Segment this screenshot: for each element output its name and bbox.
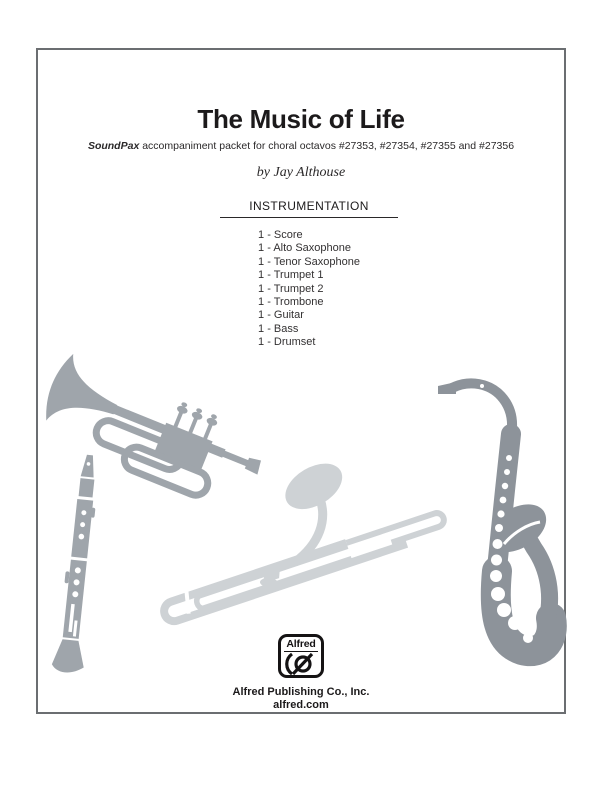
alfred-logomark-icon	[282, 652, 320, 676]
list-item: 1 - Alto Saxophone	[258, 242, 351, 255]
alfred-logo-text: Alfred	[284, 639, 318, 652]
publisher-footer	[38, 634, 564, 712]
list-item: 1 - Score	[258, 229, 303, 241]
cover-content	[38, 50, 564, 350]
trumpet-illustration	[38, 351, 274, 515]
list-item: 1 - Trumpet 2	[258, 282, 324, 295]
list-item: 1 - Guitar	[258, 309, 304, 322]
list-item: 1 - Drumset	[258, 336, 316, 349]
list-item: 1 - Trumpet 1	[258, 269, 324, 282]
page-title: The Music of Life	[197, 104, 405, 134]
instrumentation-section	[46, 197, 572, 350]
list-item: 1 - Trombone	[258, 296, 324, 309]
publisher-name: Alfred Publishing Co., Inc.	[232, 686, 370, 698]
publisher-website: alfred.com	[273, 699, 329, 711]
subtitle-text: accompaniment packet for choral octavos #27353, #27354, #27355 and #27356	[139, 140, 515, 152]
alfred-logo	[278, 634, 324, 678]
soundpax-brand: SoundPax	[87, 140, 140, 152]
saxophone-illustration	[438, 382, 552, 651]
instrumentation-list	[258, 229, 360, 350]
byline: by Jay Althouse	[256, 165, 346, 180]
page-border-frame	[36, 48, 566, 714]
list-item: 1 - Tenor Saxophone	[258, 255, 360, 268]
instrumentation-heading: INSTRUMENTATION	[220, 199, 398, 218]
subtitle	[38, 140, 564, 153]
list-item: 1 - Bass	[258, 322, 299, 335]
